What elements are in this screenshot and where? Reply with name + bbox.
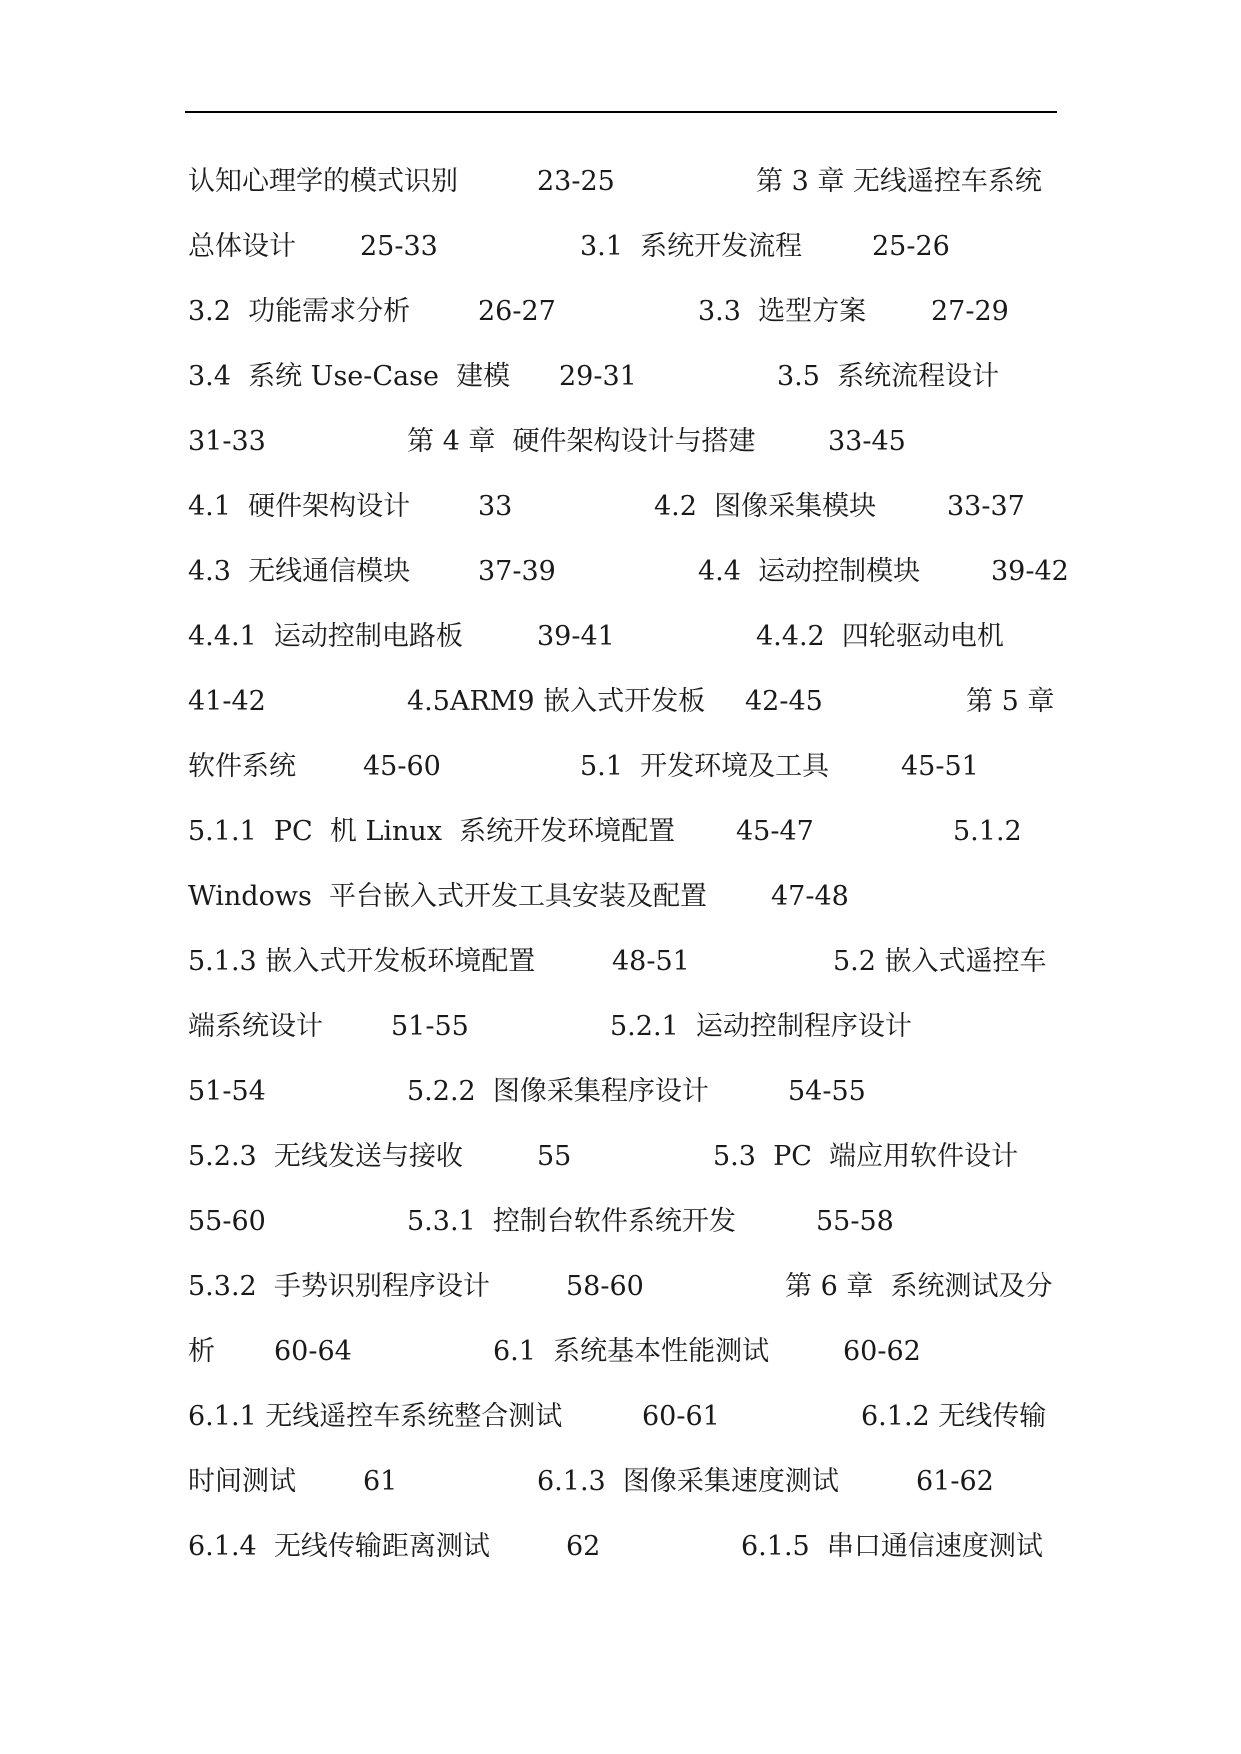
- toc-entry: 54-55: [788, 1076, 866, 1107]
- toc-entry: 55: [537, 1141, 572, 1172]
- toc-line: [188, 1007, 1068, 1047]
- toc-entry: 4.2 图像采集模块: [654, 491, 877, 522]
- toc-entry: 6.1.4 无线传输距离测试: [188, 1531, 490, 1562]
- toc-entry: 5.3.2 手势识别程序设计: [188, 1271, 490, 1302]
- toc-entry: 45-47: [736, 816, 814, 847]
- toc-entry: 端系统设计: [188, 1011, 323, 1042]
- toc-entry: 62: [566, 1531, 601, 1562]
- toc-entry: 3.5 系统流程设计: [777, 361, 1000, 392]
- toc-entry: 3.4 系统 Use-Case 建模: [188, 361, 511, 392]
- toc-entry: 25-33: [360, 231, 438, 262]
- toc-line: [188, 422, 1068, 462]
- toc-entry: Windows 平台嵌入式开发工具安装及配置: [188, 881, 707, 912]
- toc-entry: 45-51: [901, 751, 979, 782]
- toc-entry: 时间测试: [188, 1466, 296, 1497]
- toc-entry: 26-27: [478, 296, 556, 327]
- toc-entry: 6.1 系统基本性能测试: [493, 1336, 770, 1367]
- toc-line: [188, 1267, 1068, 1307]
- toc-entry: 4.4.1 运动控制电路板: [188, 621, 463, 652]
- toc-entry: 4.3 无线通信模块: [188, 556, 411, 587]
- toc-entry: 6.1.5 串口通信速度测试: [741, 1531, 1043, 1562]
- toc-entry: 27-29: [931, 296, 1009, 327]
- toc-line: [188, 1202, 1068, 1242]
- toc-entry: 5.1 开发环境及工具: [580, 751, 830, 782]
- toc-entry: 51-54: [188, 1076, 266, 1107]
- toc-entry: 5.3 PC 端应用软件设计: [713, 1141, 1019, 1172]
- toc-entry: 55-58: [816, 1206, 894, 1237]
- toc-entry: 软件系统: [188, 751, 296, 782]
- toc-line: [188, 942, 1068, 982]
- toc-entry: 5.2.1 运动控制程序设计: [610, 1011, 912, 1042]
- toc-line: [188, 682, 1068, 722]
- toc-line: [188, 1527, 1068, 1567]
- toc-entry: 5.1.3 嵌入式开发板环境配置: [188, 946, 536, 977]
- toc-entry: 6.1.3 图像采集速度测试: [537, 1466, 839, 1497]
- toc-entry: 47-48: [771, 881, 849, 912]
- toc-entry: 析: [188, 1336, 215, 1367]
- toc-entry: 认知心理学的模式识别: [188, 166, 458, 197]
- toc-entry: 4.4.2 四轮驱动电机: [756, 621, 1004, 652]
- toc-line: [188, 1462, 1068, 1502]
- toc-entry: 5.1.1 PC 机 Linux 系统开发环境配置: [188, 816, 676, 847]
- toc-entry: 5.2 嵌入式遥控车: [833, 946, 1047, 977]
- toc-line: [188, 357, 1068, 397]
- toc-line: [188, 487, 1068, 527]
- toc-entry: 6.1.2 无线传输: [861, 1401, 1047, 1432]
- toc-entry: 33: [478, 491, 513, 522]
- toc-line: [188, 877, 1068, 917]
- toc-entry: 3.1 系统开发流程: [580, 231, 803, 262]
- toc-line: [188, 1397, 1068, 1437]
- toc-entry: 第 5 章: [966, 686, 1055, 717]
- toc-entry: 48-51: [612, 946, 690, 977]
- toc-entry: 37-39: [478, 556, 556, 587]
- toc-line: [188, 617, 1068, 657]
- toc-entry: 4.5ARM9 嵌入式开发板: [407, 686, 706, 717]
- toc-line: [188, 1332, 1068, 1372]
- toc-entry: 61: [363, 1466, 398, 1497]
- toc-entry: 55-60: [188, 1206, 266, 1237]
- toc-entry: 31-33: [188, 426, 266, 457]
- toc-entry: 4.4 运动控制模块: [698, 556, 921, 587]
- toc-entry: 60-64: [274, 1336, 352, 1367]
- toc-entry: 第 6 章 系统测试及分: [785, 1271, 1053, 1302]
- toc-line: [188, 552, 1068, 592]
- toc-entry: 60-61: [642, 1401, 720, 1432]
- toc-line: [188, 227, 1068, 267]
- toc-line: [188, 162, 1068, 202]
- toc-entry: 4.1 硬件架构设计: [188, 491, 411, 522]
- toc-entry: 5.3.1 控制台软件系统开发: [407, 1206, 736, 1237]
- toc-entry: 23-25: [537, 166, 615, 197]
- toc-line: [188, 292, 1068, 332]
- toc-line: [188, 747, 1068, 787]
- toc-entry: 总体设计: [188, 231, 296, 262]
- toc-entry: 60-62: [843, 1336, 921, 1367]
- toc-entry: 45-60: [363, 751, 441, 782]
- toc-line: [188, 812, 1068, 852]
- toc-entry: 5.2.2 图像采集程序设计: [407, 1076, 709, 1107]
- toc-entry: 33-45: [828, 426, 906, 457]
- toc-entry: 58-60: [566, 1271, 644, 1302]
- toc-entry: 3.2 功能需求分析: [188, 296, 411, 327]
- toc-entry: 5.2.3 无线发送与接收: [188, 1141, 463, 1172]
- toc-entry: 6.1.1 无线遥控车系统整合测试: [188, 1401, 563, 1432]
- header-rule: [185, 111, 1057, 113]
- toc-entry: 第 3 章 无线遥控车系统: [756, 166, 1042, 197]
- toc-line: [188, 1072, 1068, 1112]
- toc-entry: 3.3 选型方案: [698, 296, 867, 327]
- toc-entry: 51-55: [391, 1011, 469, 1042]
- toc-line: [188, 1137, 1068, 1177]
- toc-entry: 39-41: [537, 621, 615, 652]
- toc-entry: 61-62: [916, 1466, 994, 1497]
- toc-entry: 39-42: [991, 556, 1069, 587]
- toc-entry: 25-26: [872, 231, 950, 262]
- toc-entry: 第 4 章 硬件架构设计与搭建: [407, 426, 756, 457]
- toc-entry: 41-42: [188, 686, 266, 717]
- toc-entry: 5.1.2: [953, 816, 1022, 847]
- toc-entry: 29-31: [559, 361, 637, 392]
- toc-entry: 42-45: [745, 686, 823, 717]
- toc-entry: 33-37: [947, 491, 1025, 522]
